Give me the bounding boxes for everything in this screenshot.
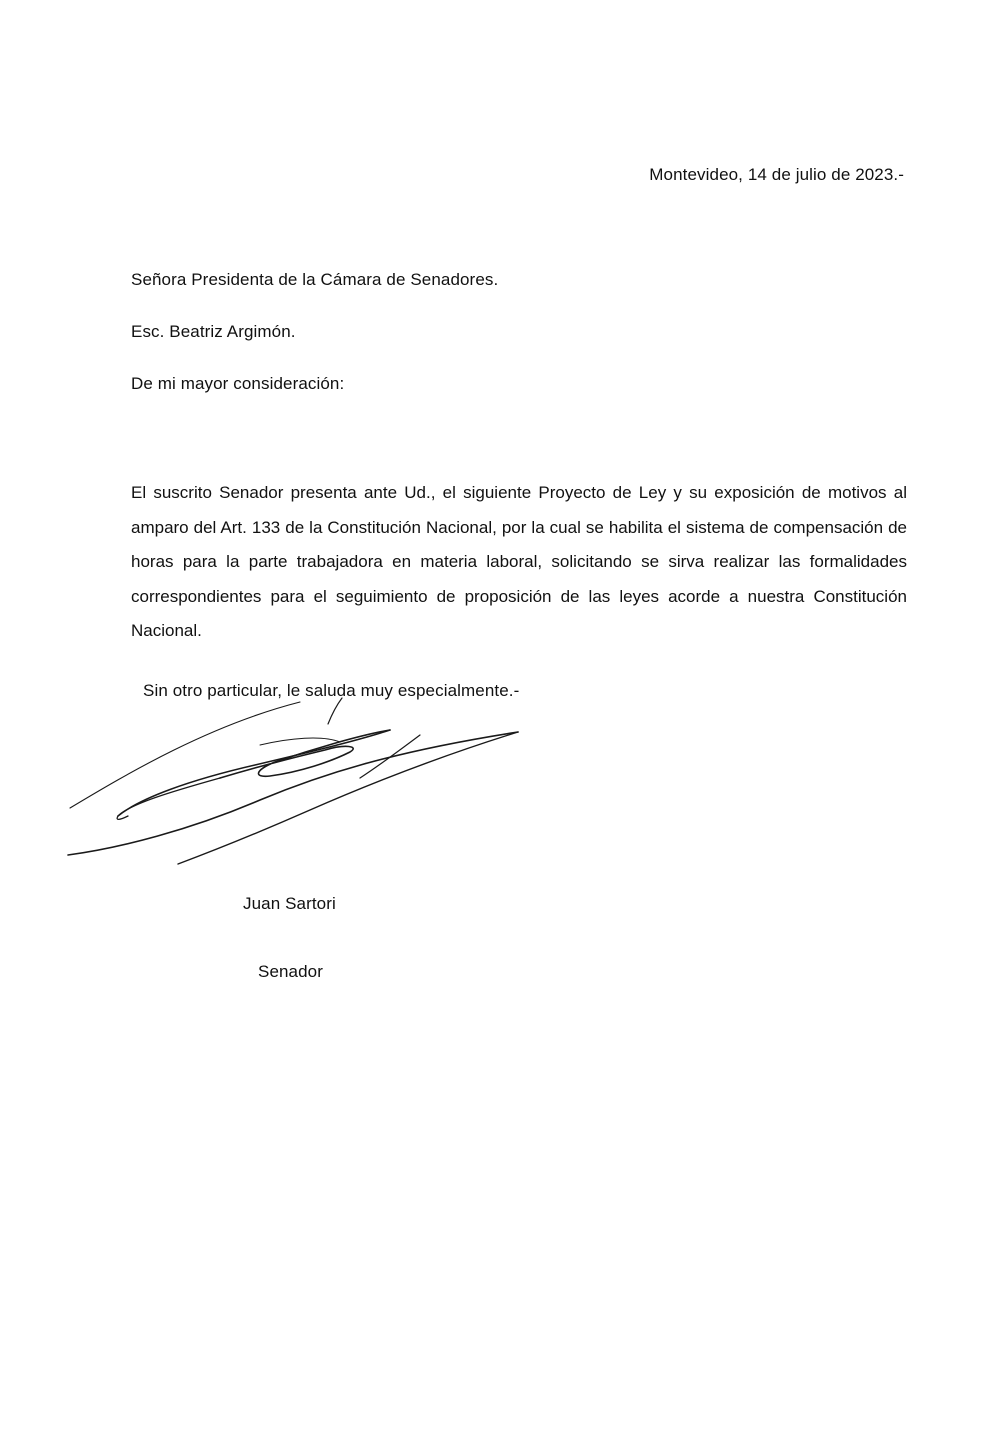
letter-greeting: De mi mayor consideración:	[131, 374, 345, 393]
letter-salutation: Señora Presidenta de la Cámara de Senadores.	[131, 270, 499, 289]
letter-recipient: Esc. Beatriz Argimón.	[131, 322, 296, 341]
signer-name: Juan Sartori	[243, 894, 336, 913]
letter-date: Montevideo, 14 de julio de 2023.-	[649, 165, 904, 184]
handwritten-signature	[60, 680, 540, 870]
letter-body: El suscrito Senador presenta ante Ud., el siguiente Proyecto de Ley y su exposición de motivos al amparo del Art. 133 de la Constitución Nacional, por la cual se habilita el sistema de compensación de horas para la parte trabajadora en materia laboral, solicitando se sirva realizar las formalidades correspondientes para el seguimiento de proposición de las leyes acorde a nuestra Constitución Nacional.	[131, 483, 907, 640]
letter-closing: Sin otro particular, le saluda muy especialmente.-	[143, 681, 520, 700]
signer-title: Senador	[258, 962, 323, 981]
